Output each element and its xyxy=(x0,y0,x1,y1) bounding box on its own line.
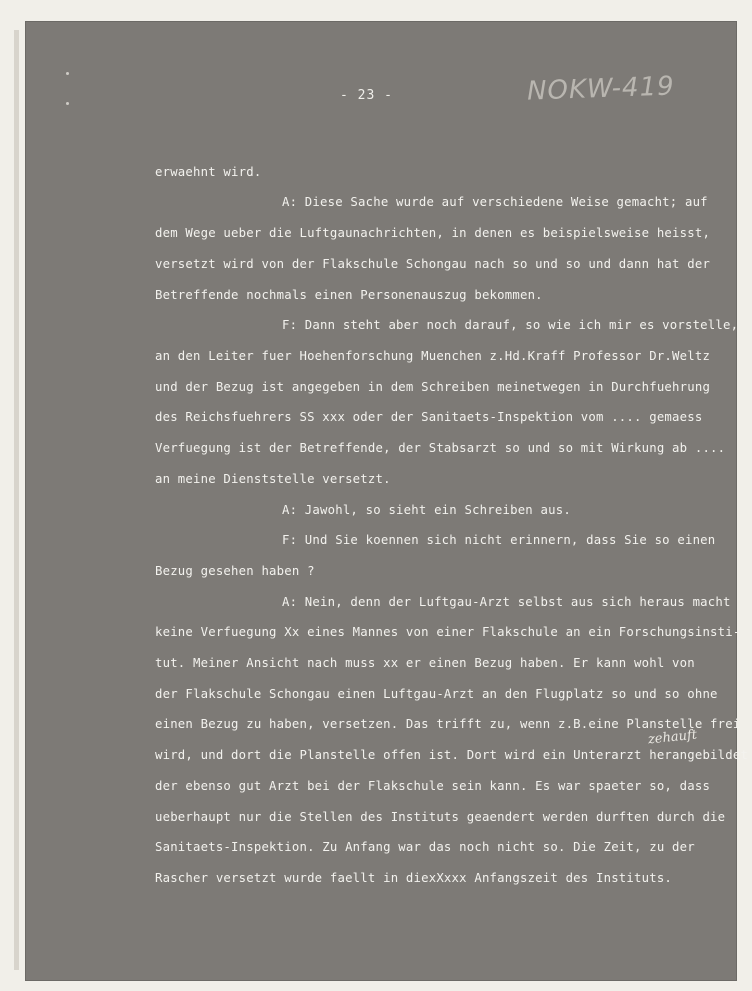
punch-dot xyxy=(66,102,69,105)
text-line: ueberhaupt nur die Stellen des Instituts geaendert werden durften durch die xyxy=(155,810,726,824)
text-line: A: Diese Sache wurde auf verschiedene Weise gemacht; auf xyxy=(282,195,708,209)
document-code: NOKW-419 xyxy=(526,71,676,107)
text-line: Sanitaets-Inspektion. Zu Anfang war das noch nicht so. Die Zeit, zu der xyxy=(155,840,695,854)
text-line: Betreffende nochmals einen Personenauszug bekommen. xyxy=(155,288,543,302)
text-line: dem Wege ueber die Luftgaunachrichten, in denen es beispielsweise heisst, xyxy=(155,226,711,240)
text-line: Verfuegung ist der Betreffende, der Stabsarzt so und so mit Wirkung ab .... xyxy=(155,441,726,455)
text-line: der Flakschule Schongau einen Luftgau-Arzt an den Flugplatz so und so ohne xyxy=(155,687,718,701)
page-edge xyxy=(14,30,19,970)
text-line: A: Nein, denn der Luftgau-Arzt selbst aus sich heraus macht xyxy=(282,595,731,609)
text-line: der ebenso gut Arzt bei der Flakschule sein kann. Es war spaeter so, dass xyxy=(155,779,711,793)
text-line: Rascher versetzt wurde faellt in diexXxxx Anfangszeit des Instituts. xyxy=(155,871,673,885)
text-line: des Reichsfuehrers SS xxx oder der Sanitaets-Inspektion vom .... gemaess xyxy=(155,410,703,424)
text-line: F: Dann steht aber noch darauf, so wie ich mir es vorstelle, xyxy=(282,318,739,332)
text-line: erwaehnt wird. xyxy=(155,165,262,179)
document-sheet xyxy=(26,22,739,980)
punch-dot xyxy=(66,72,69,75)
text-line: A: Jawohl, so sieht ein Schreiben aus. xyxy=(282,503,571,517)
text-line: Bezug gesehen haben ? xyxy=(155,564,315,578)
page-number: - 23 - xyxy=(340,88,393,103)
handwritten-correction: zehauft xyxy=(647,727,698,748)
text-line: und der Bezug ist angegeben in dem Schreiben meinetwegen in Durchfuehrung xyxy=(155,380,711,394)
text-line: einen Bezug zu haben, versetzen. Das trifft zu, wenn z.B.eine Planstelle frei xyxy=(155,717,741,731)
text-line: tut. Meiner Ansicht nach muss xx er einen Bezug haben. Er kann wohl von xyxy=(155,656,695,670)
text-line: wird, und dort die Planstelle offen ist. Dort wird ein Unterarzt herangebildet xyxy=(155,748,749,762)
text-line: F: Und Sie koennen sich nicht erinnern, dass Sie so einen xyxy=(282,533,716,547)
text-line: keine Verfuegung Xx eines Mannes von einer Flakschule an ein Forschungsinsti- xyxy=(155,625,741,639)
text-line: versetzt wird von der Flakschule Schongau nach so und so und dann hat der xyxy=(155,257,711,271)
text-line: an meine Dienststelle versetzt. xyxy=(155,472,391,486)
text-line: an den Leiter fuer Hoehenforschung Muenchen z.Hd.Kraff Professor Dr.Weltz xyxy=(155,349,711,363)
